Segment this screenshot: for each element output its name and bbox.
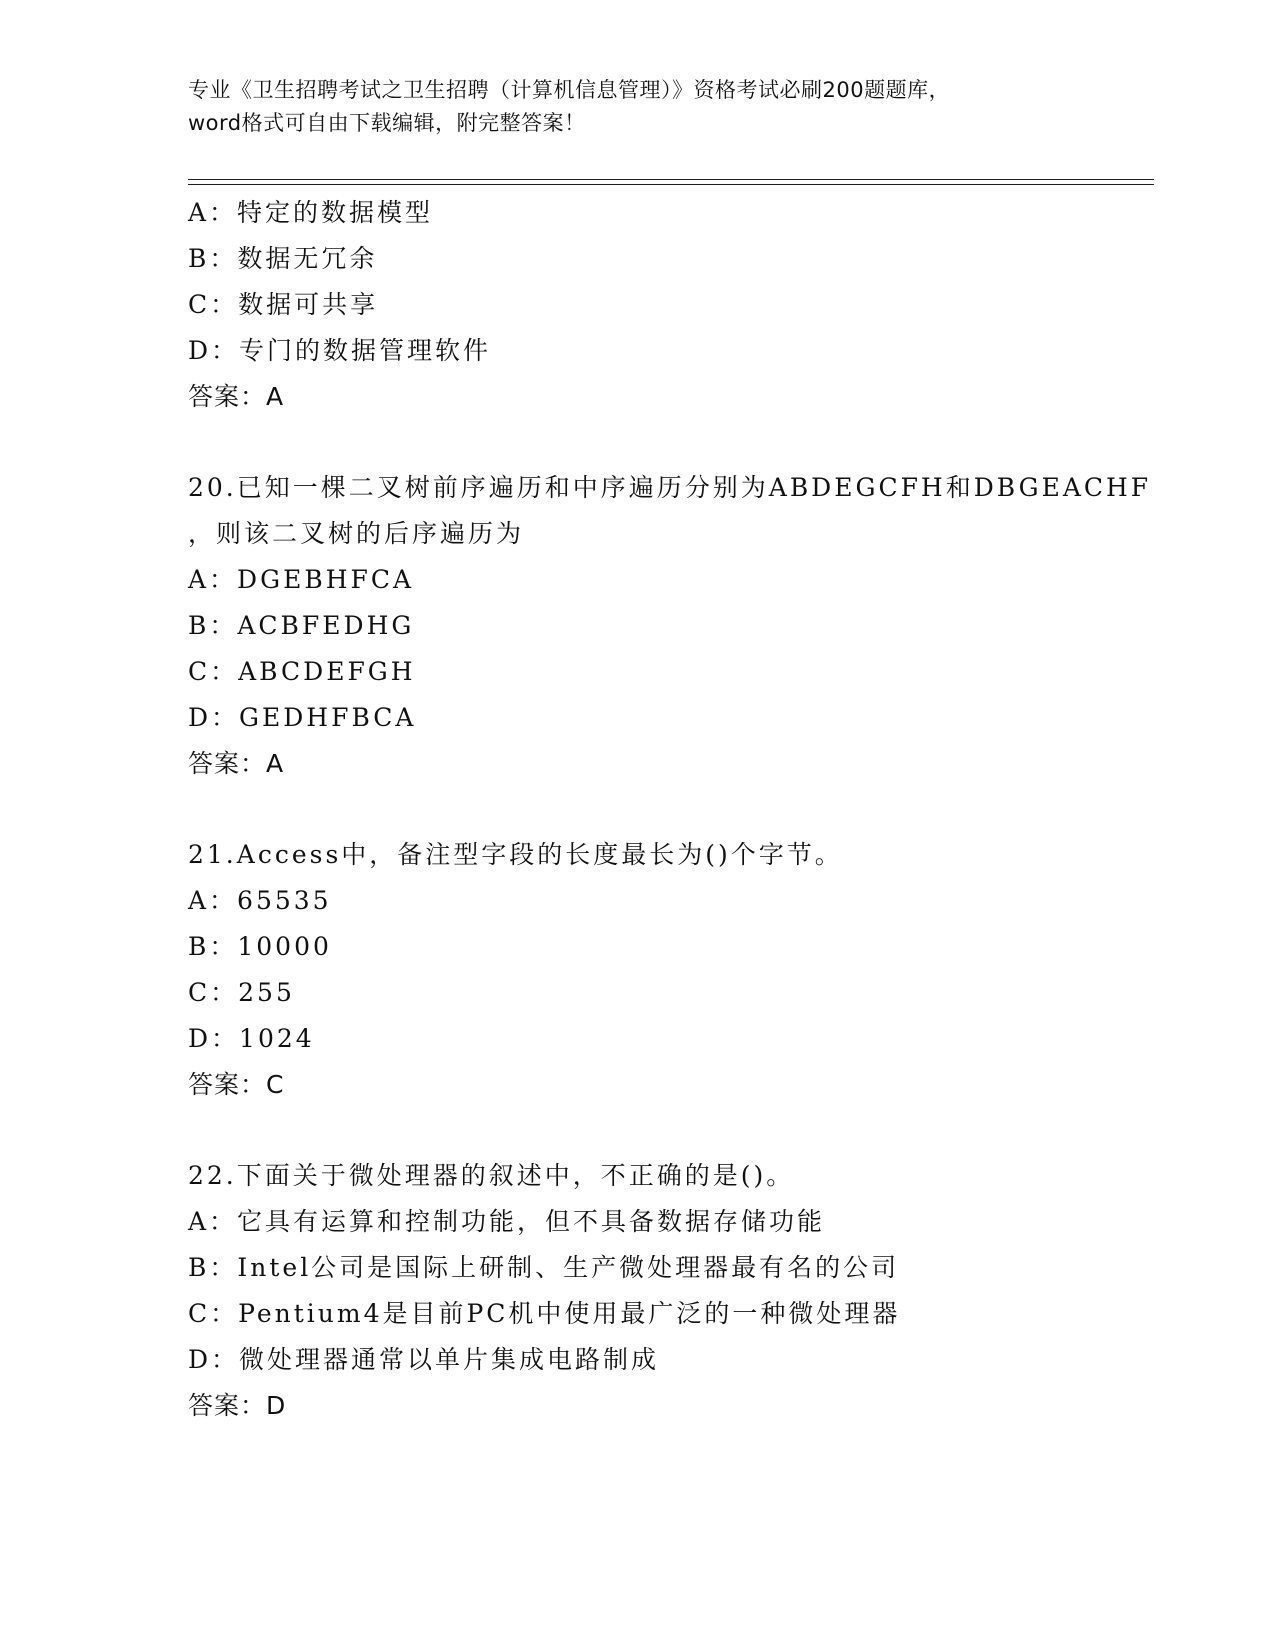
option-a: A：特定的数据模型 (188, 198, 434, 227)
option-d: D：微处理器通常以单片集成电路制成 (188, 1345, 660, 1374)
option-d: D：专门的数据管理软件 (188, 336, 492, 365)
answer-line: 答案：D (188, 1391, 287, 1420)
option-d: D：GEDHFBCA (188, 703, 417, 732)
header-title-line-1: 专业《卫生招聘考试之卫生招聘（计算机信息管理）》资格考试必刷200题题库， (188, 78, 951, 102)
question-20 (188, 465, 1152, 787)
answer-line: 答案：A (188, 749, 285, 778)
question-stem-line-1: 21.Access中，备注型字段的长度最长为()个字节。 (188, 840, 843, 869)
document-header (188, 74, 1088, 140)
question-stem-line-1: 20.已知一棵二叉树前序遍历和中序遍历分别为ABDEGCFH和DBGEACHF (188, 473, 1152, 502)
question-21 (188, 832, 1148, 1108)
header-title-line-2: word格式可自由下载编辑，附完整答案！ (188, 111, 586, 135)
option-b: B：10000 (188, 932, 332, 961)
header-divider-top (188, 179, 1154, 180)
option-c: C：ABCDEFGH (188, 657, 416, 686)
option-b: B：Intel公司是国际上研制、生产微处理器最有名的公司 (188, 1253, 900, 1282)
option-d: D：1024 (188, 1024, 315, 1053)
header-divider-bottom (188, 184, 1154, 185)
question-stem-line-2: ，则该二叉树的后序遍历为 (188, 519, 525, 548)
answer-line: 答案：C (188, 1070, 285, 1099)
question-19-continued (188, 190, 1148, 420)
option-b: B：ACBFEDHG (188, 611, 415, 640)
option-a: A：它具有运算和控制功能，但不具备数据存储功能 (188, 1207, 826, 1236)
option-c: C：Pentium4是目前PC机中使用最广泛的一种微处理器 (188, 1299, 901, 1328)
answer-line: 答案：A (188, 382, 285, 411)
question-stem-line-1: 22.下面关于微处理器的叙述中，不正确的是()。 (188, 1161, 795, 1190)
option-a: A：65535 (188, 886, 332, 915)
option-b: B：数据无冗余 (188, 244, 378, 273)
option-a: A：DGEBHFCA (188, 565, 415, 594)
option-c: C：255 (188, 978, 295, 1007)
question-22 (188, 1153, 1148, 1429)
question-list (188, 190, 1152, 1429)
option-c: C：数据可共享 (188, 290, 379, 319)
